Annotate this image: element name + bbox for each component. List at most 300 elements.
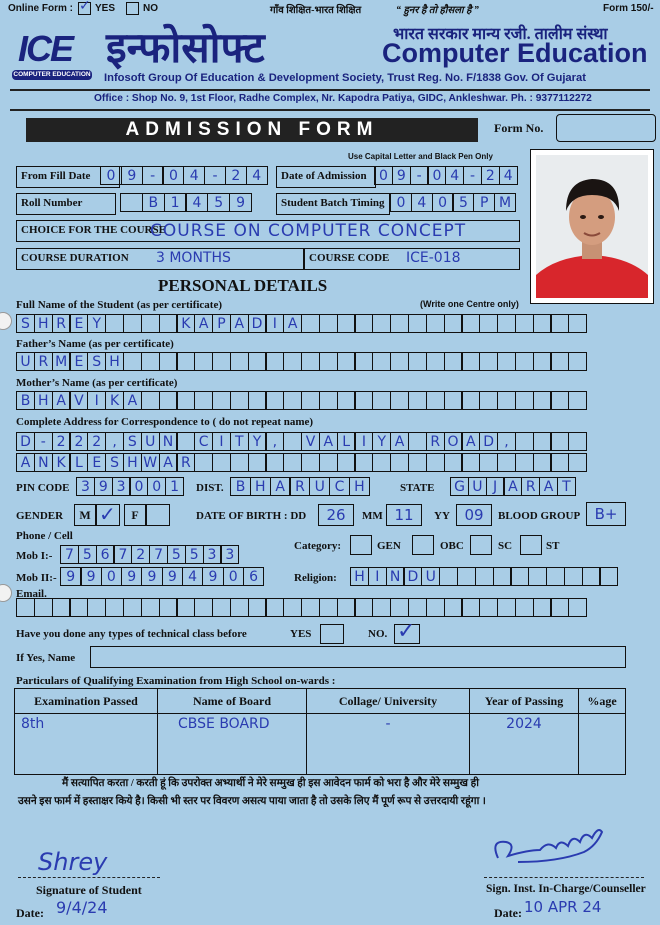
char-cell[interactable] — [372, 453, 391, 472]
char-cell[interactable]: 9 — [121, 166, 143, 185]
char-cell[interactable] — [69, 598, 88, 617]
char-cell[interactable] — [444, 391, 463, 410]
char-cell[interactable] — [426, 598, 445, 617]
char-cell[interactable]: E — [69, 352, 88, 371]
char-cell[interactable] — [497, 352, 516, 371]
char-cell[interactable]: 0 — [390, 193, 412, 212]
char-cell[interactable]: L — [69, 453, 88, 472]
char-cell[interactable]: 0 — [162, 166, 184, 185]
char-cell[interactable]: R — [521, 477, 540, 496]
online-yes-checkbox[interactable]: ✓ — [79, 0, 91, 14]
char-cell[interactable] — [550, 598, 569, 617]
char-cell[interactable]: G — [450, 477, 469, 496]
char-cell[interactable]: 5 — [185, 545, 204, 564]
char-cell[interactable] — [265, 352, 284, 371]
char-cell[interactable] — [105, 314, 124, 333]
char-cell[interactable] — [212, 598, 231, 617]
char-cell[interactable] — [461, 598, 480, 617]
char-cell[interactable] — [301, 453, 320, 472]
char-cell[interactable] — [550, 453, 569, 472]
district-cells[interactable] — [230, 477, 369, 496]
char-cell[interactable]: T — [557, 477, 576, 496]
char-cell[interactable]: Y — [372, 432, 391, 451]
char-cell[interactable] — [159, 352, 178, 371]
char-cell[interactable] — [194, 352, 213, 371]
char-cell[interactable]: 5 — [207, 193, 230, 212]
char-cell[interactable] — [497, 453, 516, 472]
char-cell[interactable]: L — [337, 432, 356, 451]
char-cell[interactable]: 2 — [481, 166, 500, 185]
char-cell[interactable]: 2 — [87, 432, 106, 451]
fill-date-cells[interactable] — [100, 166, 267, 185]
char-cell[interactable] — [568, 598, 587, 617]
char-cell[interactable]: - — [204, 166, 226, 185]
char-cell[interactable] — [141, 314, 160, 333]
char-cell[interactable]: - — [463, 166, 482, 185]
char-cell[interactable] — [159, 314, 178, 333]
char-cell[interactable]: H — [250, 477, 271, 496]
char-cell[interactable] — [319, 314, 338, 333]
char-cell[interactable] — [550, 352, 569, 371]
char-cell[interactable] — [123, 314, 142, 333]
char-cell[interactable]: , — [265, 432, 284, 451]
char-cell[interactable] — [390, 453, 409, 472]
char-cell[interactable] — [439, 567, 458, 586]
char-cell[interactable] — [479, 598, 498, 617]
char-cell[interactable] — [426, 453, 445, 472]
char-cell[interactable] — [372, 598, 391, 617]
char-cell[interactable] — [408, 598, 427, 617]
char-cell[interactable] — [444, 598, 463, 617]
dob-year-field[interactable]: 09 — [456, 504, 492, 526]
char-cell[interactable]: B — [230, 477, 251, 496]
char-cell[interactable]: U — [16, 352, 35, 371]
char-cell[interactable]: 4 — [182, 567, 204, 586]
char-cell[interactable]: 4 — [499, 166, 518, 185]
cell-exam[interactable]: 8th — [15, 714, 158, 775]
char-cell[interactable] — [212, 453, 231, 472]
char-cell[interactable] — [176, 391, 195, 410]
char-cell[interactable]: W — [141, 453, 160, 472]
char-cell[interactable] — [568, 352, 587, 371]
if-yes-name-field[interactable] — [90, 646, 626, 668]
char-cell[interactable]: A — [319, 432, 338, 451]
char-cell[interactable]: 9 — [392, 166, 411, 185]
char-cell[interactable]: 0 — [129, 477, 148, 496]
char-cell[interactable] — [248, 598, 267, 617]
char-cell[interactable]: - — [410, 166, 429, 185]
char-cell[interactable] — [283, 598, 302, 617]
mob2-cells[interactable] — [60, 567, 263, 586]
char-cell[interactable] — [248, 453, 267, 472]
char-cell[interactable] — [230, 391, 249, 410]
char-cell[interactable] — [533, 432, 552, 451]
char-cell[interactable] — [408, 432, 427, 451]
char-cell[interactable]: D — [479, 432, 498, 451]
char-cell[interactable]: 3 — [76, 477, 95, 496]
email-cells[interactable] — [16, 598, 586, 617]
char-cell[interactable] — [248, 352, 267, 371]
char-cell[interactable]: A — [194, 314, 213, 333]
char-cell[interactable] — [444, 352, 463, 371]
char-cell[interactable] — [457, 567, 476, 586]
mob1-cells[interactable] — [60, 545, 238, 564]
char-cell[interactable]: 4 — [411, 193, 433, 212]
char-cell[interactable]: B — [142, 193, 165, 212]
char-cell[interactable] — [123, 352, 142, 371]
char-cell[interactable]: 0 — [101, 567, 123, 586]
char-cell[interactable] — [444, 453, 463, 472]
char-cell[interactable] — [176, 352, 195, 371]
char-cell[interactable] — [408, 453, 427, 472]
char-cell[interactable]: 9 — [80, 567, 102, 586]
char-cell[interactable] — [515, 391, 534, 410]
state-cells[interactable] — [450, 477, 575, 496]
online-no-checkbox[interactable] — [126, 2, 139, 15]
char-cell[interactable] — [319, 391, 338, 410]
char-cell[interactable]: B — [16, 391, 35, 410]
char-cell[interactable]: C — [194, 432, 213, 451]
char-cell[interactable] — [372, 391, 391, 410]
char-cell[interactable] — [283, 391, 302, 410]
char-cell[interactable]: H — [34, 391, 53, 410]
char-cell[interactable] — [265, 453, 284, 472]
char-cell[interactable]: 9 — [229, 193, 252, 212]
char-cell[interactable]: I — [368, 567, 387, 586]
char-cell[interactable] — [141, 352, 160, 371]
gender-f-checkbox[interactable] — [146, 504, 170, 526]
char-cell[interactable] — [301, 352, 320, 371]
char-cell[interactable] — [390, 598, 409, 617]
char-cell[interactable] — [159, 598, 178, 617]
char-cell[interactable]: T — [230, 432, 249, 451]
char-cell[interactable]: H — [350, 567, 369, 586]
char-cell[interactable]: C — [329, 477, 350, 496]
char-cell[interactable]: 7 — [60, 545, 79, 564]
char-cell[interactable] — [515, 453, 534, 472]
char-cell[interactable] — [283, 432, 302, 451]
char-cell[interactable] — [390, 314, 409, 333]
char-cell[interactable] — [230, 598, 249, 617]
char-cell[interactable] — [354, 391, 373, 410]
char-cell[interactable]: 0 — [147, 477, 166, 496]
char-cell[interactable] — [176, 432, 195, 451]
char-cell[interactable]: R — [34, 352, 53, 371]
cell-percentage[interactable] — [579, 714, 626, 775]
char-cell[interactable] — [194, 598, 213, 617]
char-cell[interactable] — [283, 352, 302, 371]
char-cell[interactable]: Y — [248, 432, 267, 451]
char-cell[interactable]: A — [52, 391, 71, 410]
category-st-checkbox[interactable] — [520, 535, 542, 555]
char-cell[interactable]: D — [248, 314, 267, 333]
char-cell[interactable] — [582, 567, 601, 586]
char-cell[interactable] — [444, 314, 463, 333]
char-cell[interactable] — [475, 567, 494, 586]
char-cell[interactable]: A — [230, 314, 249, 333]
char-cell[interactable] — [533, 314, 552, 333]
char-cell[interactable] — [52, 598, 71, 617]
table-row[interactable] — [15, 714, 626, 775]
char-cell[interactable] — [408, 352, 427, 371]
tech-no-checkbox[interactable] — [394, 619, 420, 644]
batch-timing-cells[interactable] — [390, 193, 515, 212]
char-cell[interactable] — [337, 598, 356, 617]
char-cell[interactable] — [141, 391, 160, 410]
char-cell[interactable] — [426, 391, 445, 410]
char-cell[interactable]: - — [34, 432, 53, 451]
char-cell[interactable] — [337, 391, 356, 410]
char-cell[interactable]: R — [52, 314, 71, 333]
gender-m-checkbox[interactable] — [96, 504, 120, 526]
char-cell[interactable]: D — [403, 567, 422, 586]
char-cell[interactable]: 0 — [374, 166, 393, 185]
char-cell[interactable]: I — [354, 432, 373, 451]
char-cell[interactable]: K — [52, 453, 71, 472]
char-cell[interactable]: 5 — [452, 193, 474, 212]
char-cell[interactable] — [105, 598, 124, 617]
char-cell[interactable]: R — [176, 453, 195, 472]
char-cell[interactable] — [390, 391, 409, 410]
char-cell[interactable] — [337, 453, 356, 472]
religion-cells[interactable] — [350, 567, 617, 586]
char-cell[interactable]: O — [444, 432, 463, 451]
char-cell[interactable]: 0 — [427, 166, 446, 185]
char-cell[interactable] — [497, 598, 516, 617]
char-cell[interactable] — [319, 352, 338, 371]
char-cell[interactable] — [319, 598, 338, 617]
char-cell[interactable]: U — [421, 567, 440, 586]
char-cell[interactable] — [354, 598, 373, 617]
father-name-cells[interactable] — [16, 352, 586, 371]
char-cell[interactable]: U — [309, 477, 330, 496]
char-cell[interactable] — [461, 391, 480, 410]
char-cell[interactable]: 6 — [243, 567, 265, 586]
char-cell[interactable]: 9 — [141, 567, 163, 586]
char-cell[interactable] — [461, 314, 480, 333]
char-cell[interactable] — [372, 352, 391, 371]
char-cell[interactable] — [408, 314, 427, 333]
char-cell[interactable]: 9 — [202, 567, 224, 586]
char-cell[interactable]: E — [87, 453, 106, 472]
char-cell[interactable] — [550, 391, 569, 410]
char-cell[interactable] — [515, 314, 534, 333]
char-cell[interactable]: A — [390, 432, 409, 451]
char-cell[interactable]: 9 — [162, 567, 184, 586]
char-cell[interactable]: M — [52, 352, 71, 371]
char-cell[interactable] — [533, 352, 552, 371]
char-cell[interactable] — [230, 453, 249, 472]
char-cell[interactable]: P — [473, 193, 495, 212]
address-line1-cells[interactable] — [16, 432, 586, 451]
category-gen-checkbox[interactable] — [350, 535, 372, 555]
char-cell[interactable] — [479, 314, 498, 333]
char-cell[interactable]: 4 — [445, 166, 464, 185]
char-cell[interactable] — [568, 391, 587, 410]
char-cell[interactable] — [426, 314, 445, 333]
char-cell[interactable] — [461, 453, 480, 472]
char-cell[interactable]: A — [283, 314, 302, 333]
char-cell[interactable] — [87, 598, 106, 617]
char-cell[interactable]: S — [123, 432, 142, 451]
char-cell[interactable]: 0 — [100, 166, 122, 185]
char-cell[interactable] — [301, 314, 320, 333]
char-cell[interactable]: H — [34, 314, 53, 333]
char-cell[interactable] — [194, 453, 213, 472]
category-sc-checkbox[interactable] — [470, 535, 492, 555]
char-cell[interactable]: N — [386, 567, 405, 586]
char-cell[interactable] — [337, 314, 356, 333]
char-cell[interactable]: U — [468, 477, 487, 496]
tech-yes-checkbox[interactable] — [320, 624, 344, 644]
char-cell[interactable] — [176, 598, 195, 617]
char-cell[interactable]: 7 — [149, 545, 168, 564]
char-cell[interactable] — [372, 314, 391, 333]
char-cell[interactable] — [599, 567, 618, 586]
char-cell[interactable] — [194, 391, 213, 410]
char-cell[interactable]: H — [123, 453, 142, 472]
char-cell[interactable] — [564, 567, 583, 586]
char-cell[interactable] — [479, 352, 498, 371]
char-cell[interactable] — [479, 391, 498, 410]
char-cell[interactable]: S — [87, 352, 106, 371]
char-cell[interactable]: U — [141, 432, 160, 451]
char-cell[interactable]: D — [16, 432, 35, 451]
char-cell[interactable]: 9 — [60, 567, 82, 586]
char-cell[interactable] — [141, 598, 160, 617]
char-cell[interactable]: 2 — [69, 432, 88, 451]
char-cell[interactable]: V — [301, 432, 320, 451]
char-cell[interactable] — [354, 352, 373, 371]
char-cell[interactable]: 4 — [183, 166, 205, 185]
char-cell[interactable]: 9 — [94, 477, 113, 496]
char-cell[interactable] — [461, 352, 480, 371]
char-cell[interactable] — [159, 391, 178, 410]
dob-month-field[interactable]: 11 — [386, 504, 422, 526]
char-cell[interactable] — [390, 352, 409, 371]
char-cell[interactable] — [265, 391, 284, 410]
char-cell[interactable] — [568, 432, 587, 451]
char-cell[interactable] — [515, 352, 534, 371]
char-cell[interactable]: A — [159, 453, 178, 472]
char-cell[interactable] — [493, 567, 512, 586]
char-cell[interactable]: 5 — [78, 545, 97, 564]
char-cell[interactable]: 3 — [203, 545, 222, 564]
char-cell[interactable]: A — [16, 453, 35, 472]
char-cell[interactable]: P — [212, 314, 231, 333]
char-cell[interactable]: S — [16, 314, 35, 333]
char-cell[interactable]: V — [69, 391, 88, 410]
char-cell[interactable]: H — [105, 352, 124, 371]
char-cell[interactable]: I — [87, 391, 106, 410]
char-cell[interactable]: E — [69, 314, 88, 333]
full-name-cells[interactable] — [16, 314, 586, 333]
char-cell[interactable] — [550, 432, 569, 451]
char-cell[interactable] — [16, 598, 35, 617]
char-cell[interactable]: R — [289, 477, 310, 496]
char-cell[interactable] — [301, 598, 320, 617]
char-cell[interactable] — [354, 314, 373, 333]
blood-group-field[interactable]: B+ — [586, 502, 626, 526]
char-cell[interactable] — [497, 314, 516, 333]
char-cell[interactable] — [230, 352, 249, 371]
char-cell[interactable]: A — [503, 477, 522, 496]
char-cell[interactable] — [479, 453, 498, 472]
char-cell[interactable]: Y — [87, 314, 106, 333]
char-cell[interactable] — [497, 391, 516, 410]
cell-university[interactable]: - — [307, 714, 470, 775]
char-cell[interactable] — [533, 453, 552, 472]
char-cell[interactable]: 4 — [185, 193, 208, 212]
char-cell[interactable] — [533, 391, 552, 410]
char-cell[interactable]: K — [176, 314, 195, 333]
char-cell[interactable]: 2 — [131, 545, 150, 564]
form-no-field[interactable] — [556, 114, 656, 142]
char-cell[interactable]: N — [34, 453, 53, 472]
char-cell[interactable]: 5 — [167, 545, 186, 564]
pin-code-cells[interactable] — [76, 477, 183, 496]
char-cell[interactable]: M — [494, 193, 516, 212]
char-cell[interactable] — [283, 453, 302, 472]
char-cell[interactable] — [515, 598, 534, 617]
char-cell[interactable] — [528, 567, 547, 586]
char-cell[interactable] — [265, 598, 284, 617]
char-cell[interactable] — [550, 314, 569, 333]
char-cell[interactable]: 3 — [220, 545, 239, 564]
char-cell[interactable] — [568, 314, 587, 333]
char-cell[interactable]: , — [105, 432, 124, 451]
char-cell[interactable] — [212, 391, 231, 410]
char-cell[interactable]: 6 — [96, 545, 115, 564]
char-cell[interactable]: 2 — [225, 166, 247, 185]
char-cell[interactable] — [354, 453, 373, 472]
char-cell[interactable] — [319, 453, 338, 472]
char-cell[interactable] — [426, 352, 445, 371]
char-cell[interactable]: 7 — [113, 545, 132, 564]
char-cell[interactable]: 1 — [165, 477, 184, 496]
char-cell[interactable]: , — [497, 432, 516, 451]
dob-day-field[interactable]: 26 — [318, 504, 354, 526]
char-cell[interactable]: A — [461, 432, 480, 451]
char-cell[interactable]: A — [539, 477, 558, 496]
char-cell[interactable] — [120, 193, 143, 212]
cell-year[interactable]: 2024 — [470, 714, 579, 775]
char-cell[interactable]: J — [486, 477, 505, 496]
char-cell[interactable] — [546, 567, 565, 586]
char-cell[interactable]: 2 — [52, 432, 71, 451]
char-cell[interactable] — [515, 432, 534, 451]
char-cell[interactable] — [301, 391, 320, 410]
char-cell[interactable] — [248, 391, 267, 410]
char-cell[interactable]: 4 — [246, 166, 268, 185]
mother-name-cells[interactable] — [16, 391, 586, 410]
char-cell[interactable]: A — [123, 391, 142, 410]
char-cell[interactable]: K — [105, 391, 124, 410]
cell-board[interactable]: CBSE BOARD — [158, 714, 307, 775]
roll-number-cells[interactable] — [120, 193, 251, 212]
char-cell[interactable]: H — [349, 477, 370, 496]
char-cell[interactable] — [337, 352, 356, 371]
char-cell[interactable]: R — [426, 432, 445, 451]
char-cell[interactable]: I — [265, 314, 284, 333]
char-cell[interactable] — [123, 598, 142, 617]
char-cell[interactable] — [34, 598, 53, 617]
char-cell[interactable]: S — [105, 453, 124, 472]
address-line2-cells[interactable] — [16, 453, 586, 472]
char-cell[interactable] — [568, 453, 587, 472]
category-obc-checkbox[interactable] — [412, 535, 434, 555]
char-cell[interactable]: A — [270, 477, 291, 496]
